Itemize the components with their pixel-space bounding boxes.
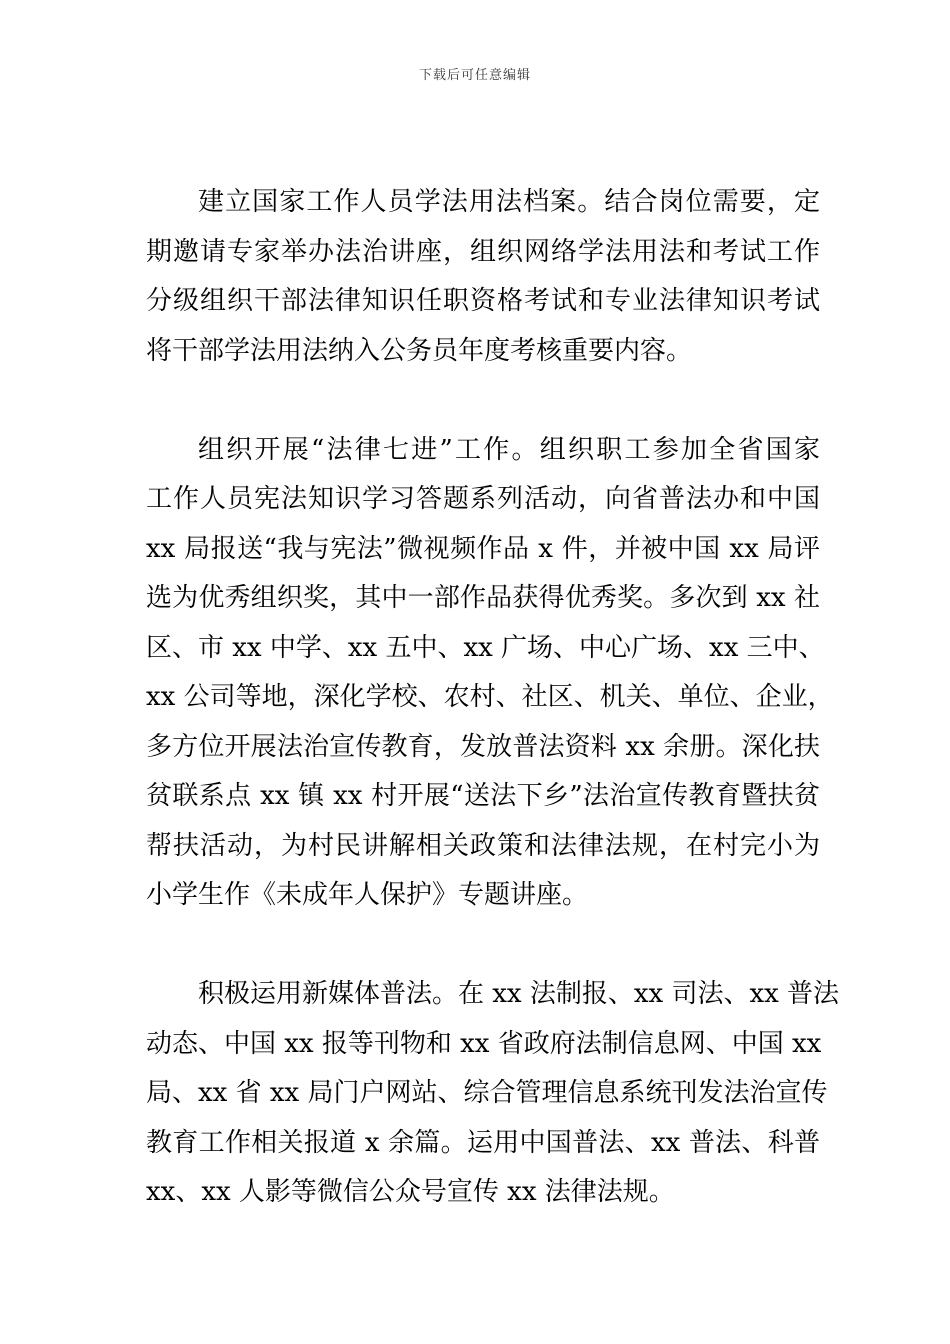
text-line: 组织开展“法律七进”工作。组织职工参加全省国家 <box>198 434 820 465</box>
text-line: 教育工作相关报道 x 余篇。运用中国普法、xx 普法、科普 <box>146 1127 820 1158</box>
text-line: xx 公司等地，深化学校、农村、社区、机关、单位、企业， <box>146 682 834 712</box>
document-body <box>146 178 840 1218</box>
text-line: 帮扶活动，为村民讲解相关政策和法律法规，在村完小为 <box>146 830 820 861</box>
paragraph-law-seven-entries <box>146 426 834 921</box>
text-line: 贫联系点 xx 镇 xx 村开展“送法下乡”法治宣传教育暨扶贫 <box>146 781 820 811</box>
paragraph-spacer <box>146 921 820 971</box>
text-line: 期邀请专家举办法治讲座，组织网络学法用法和考试工作 <box>146 236 820 267</box>
text-line: 多方位开展法治宣传教育，发放普法资料 xx 余册。深化扶 <box>146 731 820 762</box>
text-line: 动态、中国 xx 报等刊物和 xx 省政府法制信息网、中国 xx <box>146 1028 822 1059</box>
text-line: 选为优秀组织奖，其中一部作品获得优秀奖。多次到 xx 社 <box>146 583 820 613</box>
page-header-note: 下载后可任意编辑 <box>418 68 531 83</box>
paragraph-legal-archive <box>146 178 820 376</box>
text-line: xx 局报送“我与宪法”微视频作品 x 件，并被中国 xx 局评 <box>146 533 820 564</box>
text-line: 区、市 xx 中学、xx 五中、xx 广场、中心广场、xx 三中、 <box>146 632 825 663</box>
text-line: 建立国家工作人员学法用法档案。结合岗位需要，定 <box>198 187 820 217</box>
text-line: 小学生作《未成年人保护》专题讲座。 <box>146 880 589 910</box>
text-line: 分级组织干部法律知识任职资格考试和专业法律知识考试 <box>146 286 820 316</box>
paragraph-new-media <box>146 970 840 1218</box>
paragraph-spacer <box>146 376 820 426</box>
text-line: 积极运用新媒体普法。在 xx 法制报、xx 司法、xx 普法 <box>198 979 840 1009</box>
text-line: 工作人员宪法知识学习答题系列活动，向省普法办和中国 <box>146 484 820 514</box>
text-line: 局、xx 省 xx 局门户网站、综合管理信息系统刊发法治宣传 <box>146 1078 828 1108</box>
text-line: 将干部学法用法纳入公务员年度考核重要内容。 <box>146 335 693 366</box>
text-line: xx、xx 人影等微信公众号宣传 xx 法律法规。 <box>146 1177 675 1207</box>
